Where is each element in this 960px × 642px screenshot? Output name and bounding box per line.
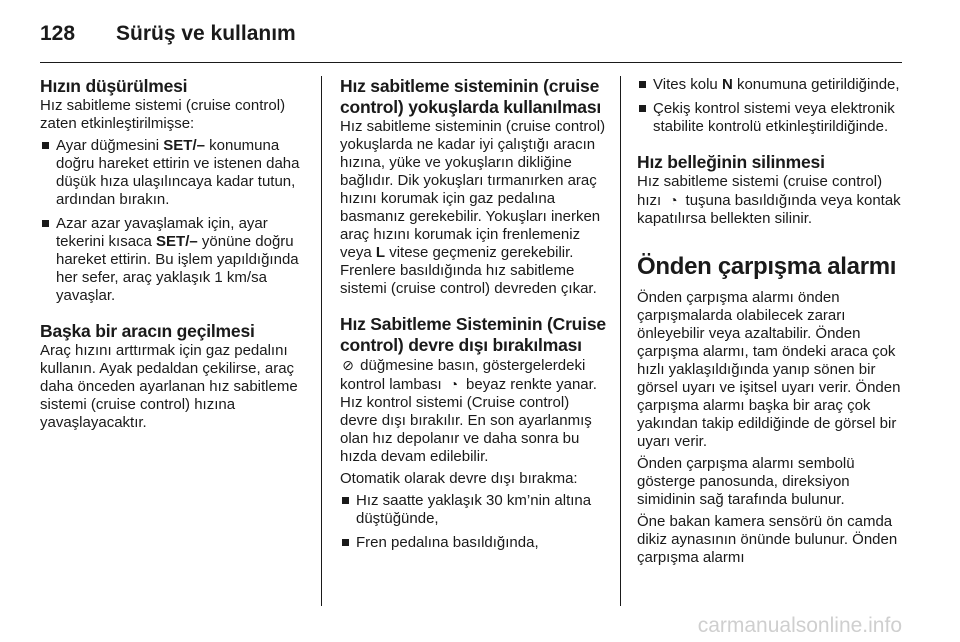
cruise-control-icon: ◔ — [669, 192, 678, 208]
text: konumuna doğru hareket ettirin ve istenen daha düşük hıza ulaşılıncaya kadar tutun, ardından bırakın. — [56, 137, 300, 208]
text: beyaz renkte yanar. Hız kontrol sistemi (Cruise control) devre dışı bırakılır. En son ayarlanmış olan hız depolanır ve daha sonra bu hızda devam edilebilir. — [340, 376, 597, 465]
text: vitese geçmeniz gerekebilir. Frenlere basıldığında hız sabitleme sistemi (cruise control) devreden çıkar. — [340, 244, 597, 297]
section-title-deactivation: Hız Sabitleme Sisteminin (Cruise control) devre dışı bırakılması — [340, 314, 606, 355]
paragraph — [340, 356, 606, 466]
watermark: carmanualsonline.info — [697, 614, 902, 637]
text: Hız sabitleme sistemi (cruise control) hızı — [637, 173, 883, 209]
cruise-cancel-icon: ⊘ — [342, 357, 354, 373]
section-title-speed-reduction: Hızın düşürülmesi — [40, 76, 188, 96]
page-header — [40, 22, 296, 46]
bold-text: N — [721, 76, 733, 93]
text: yönüne doğru hareket ettirin. Bu işlem yapıldığında her sefer, araç yaklaşık 1 km/sa yavaşlar. — [56, 233, 299, 304]
paragraph — [340, 118, 606, 298]
header-rule — [40, 62, 902, 63]
section-title-overtaking: Başka bir aracın geçilmesi — [40, 321, 255, 341]
paragraph: Otomatik olarak devre dışı bırakma: — [340, 470, 578, 487]
column-separator-2 — [620, 76, 621, 606]
text: Ayar düğmesini — [56, 137, 164, 154]
text: tuşuna basıldığında veya kontak kapatılırsa bellekten silinir. — [637, 192, 901, 227]
column-3 — [637, 76, 903, 567]
column-1 — [40, 76, 306, 432]
section-title-forward-collision: Önden çarpışma alarmı — [637, 253, 897, 280]
bold-text: SET/– — [163, 137, 205, 154]
text: düğmesine basın, göstergelerdeki kontrol lambası — [340, 357, 586, 393]
paragraph — [637, 173, 903, 228]
paragraph: Önden çarpışma alarmı sembolü gösterge panosunda, direksiyon simidinin sağ tarafında bulunur. — [637, 455, 855, 508]
paragraph: Hız sabitleme sistemi (cruise control) zaten etkinleştirilmişse: — [40, 97, 286, 132]
text: konumuna getirildiğinde, — [732, 76, 900, 93]
chapter-title: Sürüş ve kullanım — [116, 22, 296, 45]
paragraph: Önden çarpışma alarmı önden çarpışmalarda olabilecek zararı önleyebilir veya azaltabilir. Önden çarpışma alarmı, tam öndeki araca çok hızlı yaklaşıldığında yanıp sönen bir görsel uyarı ve işitsel uyarı verir. Önden çarpışma alarmı başka bir araç çok yakından takip edildiğinde de görsel bir uyarı verir. — [637, 289, 901, 450]
list-item — [40, 215, 306, 305]
list-item — [637, 76, 903, 94]
text: Azar azar yavaşlamak için, ayar tekerini kısaca — [56, 215, 268, 250]
cruise-control-lamp-icon: ◔ — [449, 376, 459, 392]
column-separator-1 — [321, 76, 322, 606]
list-item: Çekiş kontrol sistemi veya elektronik stabilite kontrolü etkinleştirildiğinde. — [637, 100, 903, 136]
text: Hız sabitleme sisteminin (cruise control) yokuşlarda ne kadar iyi çalıştığı aracın hızına, yüke ve yokuşların dikliğine bağlıdır. Dik yokuşları tırmanırken araç hızını korumak için gaz pedalına basmanız gerekebilir. Yokuşları inerken araç hızını korumak için frenlemeniz veya — [340, 118, 606, 261]
column-2 — [340, 76, 606, 552]
text: Vites kolu — [653, 76, 722, 93]
list-item: Fren pedalına basıldığında, — [340, 534, 606, 552]
section-title-hills: Hız sabitleme sisteminin (cruise control) yokuşlarda kullanılması — [340, 76, 602, 117]
page-number: 128 — [40, 22, 76, 45]
bold-text: L — [375, 244, 386, 261]
list-item: Hız saatte yaklaşık 30 km’nin altına düştüğünde, — [340, 492, 606, 528]
list-item — [40, 137, 306, 209]
paragraph: Öne bakan kamera sensörü ön camda dikiz aynasının önünde bulunur. Önden çarpışma alarmı — [637, 513, 898, 566]
bold-text: SET/– — [156, 233, 198, 250]
section-title-memory-clear: Hız belleğinin silinmesi — [637, 152, 825, 172]
paragraph: Araç hızını arttırmak için gaz pedalını kullanın. Ayak pedaldan çekilirse, araç daha önceden ayarlanan hız sabitleme sistemi (cruise control) hızına yavaşlayacaktır. — [40, 342, 298, 431]
